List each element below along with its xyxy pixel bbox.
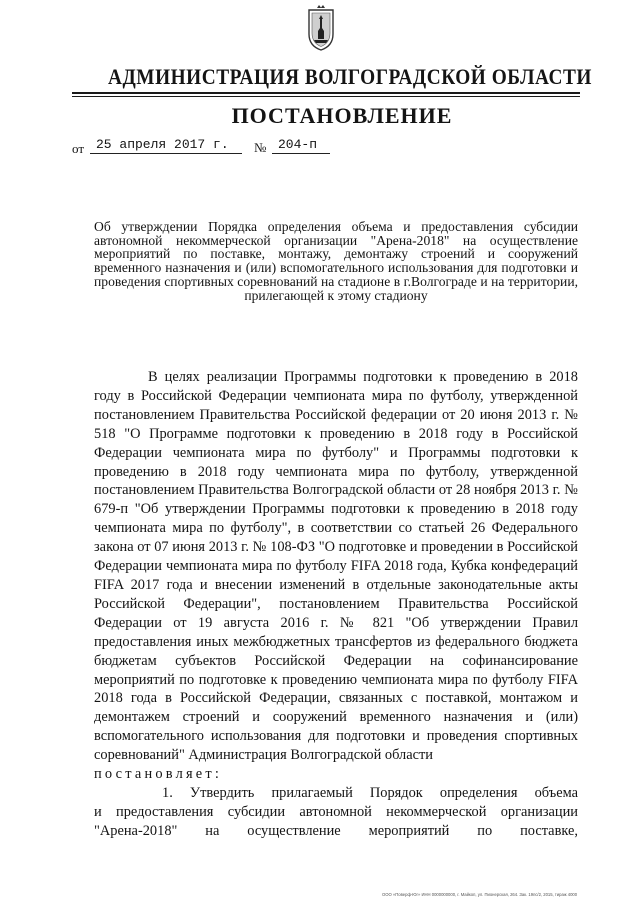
number-prefix: № xyxy=(254,140,267,155)
date-underline xyxy=(90,153,242,154)
resolves-word: постановляет: xyxy=(94,766,223,783)
document-subject: Об утверждении Порядка определения объема и предоставления субсидии автономной некоммерческой организации "Арена-2018" на осуществление мероприятий по поставке, монтажу, демонтажу строений и сооружений временного назначения и (или) вспомогательного использования для подготовки и проведения спортивных соревнований на стадионе в г.Волгограде и на территории, прилегающей к этому стадиону xyxy=(94,219,578,303)
document-date: 25 апреля 2017 г. xyxy=(96,137,229,152)
document-number: 204-п xyxy=(278,137,318,152)
document-type-title: ПОСТАНОВЛЕНИЕ xyxy=(231,103,453,128)
header-rule-thin xyxy=(72,96,580,97)
number-underline xyxy=(272,153,330,154)
date-prefix: от xyxy=(72,141,85,156)
header-rule-thick xyxy=(72,92,580,94)
document-body xyxy=(94,368,578,841)
preamble-text: В целях реализации Программы подготовки к проведению в 2018 году в Российской Федерации чемпионата мира по футболу, утвержденной постановлением Правительства Российской федерации от 20 июня 2013 г. № 518 "О Программе подготовки к проведению в 2018 году в Российской Федерации чемпионата мира по футболу" и Программы подготовки к проведению в 2018 году чемпионата мира по футболу, утвержденной постановлением Правительства Волгоградской области от 28 ноября 2013 г. № 679-п "Об утверждении Программы подготовки к проведению в 2018 году чемпионата мира по футболу", в соответствии со статьей 26 Федерального закона от 07 июня 2013 г. № 108-ФЗ "О подготовке и проведении в Российской Федерации чемпионата мира по футболу FIFA 2018 года, Кубка конфедераций FIFA 2017 года и внесении изменений в отдельные законодательные акты Российской Федерации", постановлением Правительства Российской Федерации от 19 августа 2016 г. № 821 "Об утверждении Правил предоставления иных межбюджетных трансфертов из федерального бюджета бюджетам субъектов Российской Федерации на софинансирование мероприятий по подготовке к проведению чемпионата мира по футболу FIFA 2018 года в Российской Федерации, связанных с поставкой, монтажом и демонтажем строений и сооружений временного назначения и (или) вспомогательного использования для подготовки и проведения спортивных соревнований" Администрация Волгоградской области xyxy=(94,369,578,764)
item-1-line-2: и предоставления субсидии автономной некоммерческой организации xyxy=(94,803,578,820)
preamble-paragraph xyxy=(94,368,578,765)
organization-title: АДМИНИСТРАЦИЯ ВОЛГОГРАДСКОЙ ОБЛАСТИ xyxy=(108,64,592,89)
item-1-line-3: "Арена-2018" на осуществление мероприятий по поставке, xyxy=(94,822,578,839)
printer-imprint: ООО «Поверф-Юг» ИНН 0000000000, г. Майкоп, ул. Пионерская, 264. Зак. 19пс/2, 2015, тираж 4000 xyxy=(382,892,578,897)
coat-of-arms-emblem xyxy=(306,4,336,52)
item-1-line-1: 1. Утвердить прилагаемый Порядок определения объема xyxy=(162,784,578,801)
